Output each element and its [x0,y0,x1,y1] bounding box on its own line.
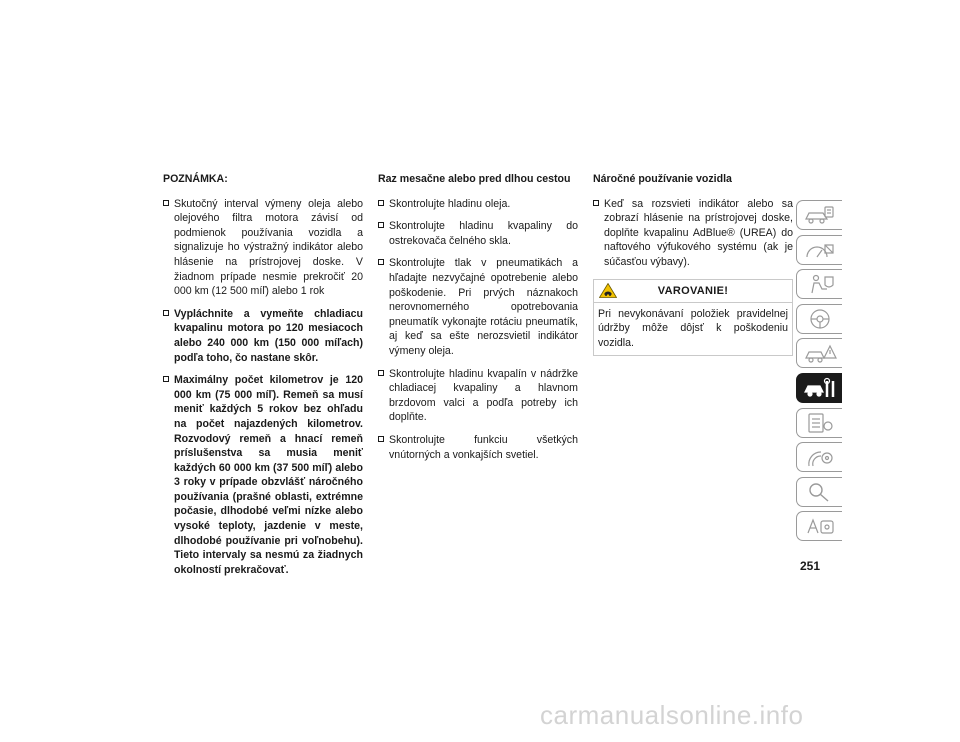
severe-use-list [593,197,793,270]
tab-multimedia[interactable] [796,442,842,472]
checkbox-bullet-icon [378,370,384,376]
list-item: Skontrolujte hladinu oleja. [378,197,578,212]
list-item: Skontrolujte hladinu kvapalín v nádržke chladiacej kvapaliny a hlavnom brzdovom valci a podľa potreby ich doplňte. [378,367,578,425]
languages-icon [803,515,837,537]
checkbox-bullet-icon [593,200,599,206]
list-item: Skutočný interval výmeny oleja alebo olejového filtra motora závisí od podmienok používania vozidla a signalizuje ho výstražný indikátor alebo hlásenie na prístrojovej doske. V žiadnom prípade nesmie prekročiť 20 000 km (12 500 míľ) alebo 1 rok [163,197,363,299]
tab-languages[interactable] [796,511,842,541]
warning-box [593,279,793,357]
list-item: Skontrolujte tlak v pneumatikách a hľadajte nezvyčajné opotrebenie alebo poškodenie. Pri prvých náznakoch nerovnomerného opotrebovania pneumatík vykonajte rotáciu pneumatík, aj keď sa ešte nerozsvietil indikátor výmeny oleja. [378,256,578,358]
checkbox-bullet-icon [378,200,384,206]
tab-specifications[interactable] [796,408,842,438]
note-heading: POZNÁMKA: [163,173,228,185]
note-list-bold [163,307,363,578]
tab-service-maintenance[interactable] [796,373,842,403]
tab-dashboard[interactable] [796,235,842,265]
index-search-icon [803,481,837,503]
emergency-icon [803,342,837,364]
checkbox-bullet-icon [163,376,169,382]
specifications-icon [803,412,837,434]
column-note [163,172,363,585]
list-item: Vypláchnite a vymeňte chladiacu kvapalinu motora po 120 mesiacoch alebo 240 000 km (150 000 míľach) podľa toho, čo nastane skôr. [163,307,363,365]
page-number: 251 [800,559,821,573]
vehicle-info-icon [803,204,837,226]
tab-steering[interactable] [796,304,842,334]
checkbox-bullet-icon [378,436,384,442]
severe-use-heading: Náročné používanie vozidla [593,173,732,185]
checkbox-bullet-icon [378,222,384,228]
checkbox-bullet-icon [163,200,169,206]
watermark: carmanualsonline.info [540,700,804,730]
safety-icon [803,273,837,295]
section-tabs [796,200,842,546]
monthly-list [378,197,578,463]
monthly-heading: Raz mesačne alebo pred dlhou cestou [378,173,571,185]
warning-title: VAROVANIE! [657,284,729,297]
steering-wheel-icon [803,308,837,330]
checkbox-bullet-icon [378,259,384,265]
tab-safety[interactable] [796,269,842,299]
multimedia-icon [803,446,837,468]
warning-text: Pri nevykonávaní položiek pravidelnej údržby môže dôjsť k poškodeniu vozidla. [598,307,788,349]
tab-emergency[interactable] [796,338,842,368]
list-item: Skontrolujte funkciu všetkých vnútorných a vonkajších svetiel. [378,433,578,462]
warning-header [594,280,792,303]
service-maintenance-icon [803,377,837,399]
checkbox-bullet-icon [163,310,169,316]
list-item: Maximálny počet kilometrov je 120 000 km (75 000 míľ). Remeň sa musí meniť každých 5 rokov bez ohľadu na počet najazdených kilometrov. Rozvodový remeň a hnací remeň príslušenstva sa musia meniť každých 60 000 km (37 500 míľ) alebo 3 roky v prípade obzvlášť náročného používania (prašné oblasti, extrémne počasie, dlhodobé veľmi nízke alebo vysoké teploty, jazdenie v meste, dlhodobé používanie pri voľnobehu). Tieto intervaly sa nesmú za žiadnych okolností prekračovať. [163,373,363,577]
tab-index[interactable] [796,477,842,507]
note-list [163,197,363,299]
list-item: Keď sa rozsvieti indikátor alebo sa zobrazí hlásenie na prístrojovej doske, doplňte kvapalinu AdBlue® (UREA) do naftového výfukového systému (ak je súčasťou výbavy). [593,197,793,270]
tab-vehicle-info[interactable] [796,200,842,230]
dashboard-icon [803,239,837,261]
list-item: Skontrolujte hladinu kvapaliny do ostrekovača čelného skla. [378,219,578,248]
column-severe-use [593,172,793,356]
column-monthly [378,172,578,470]
